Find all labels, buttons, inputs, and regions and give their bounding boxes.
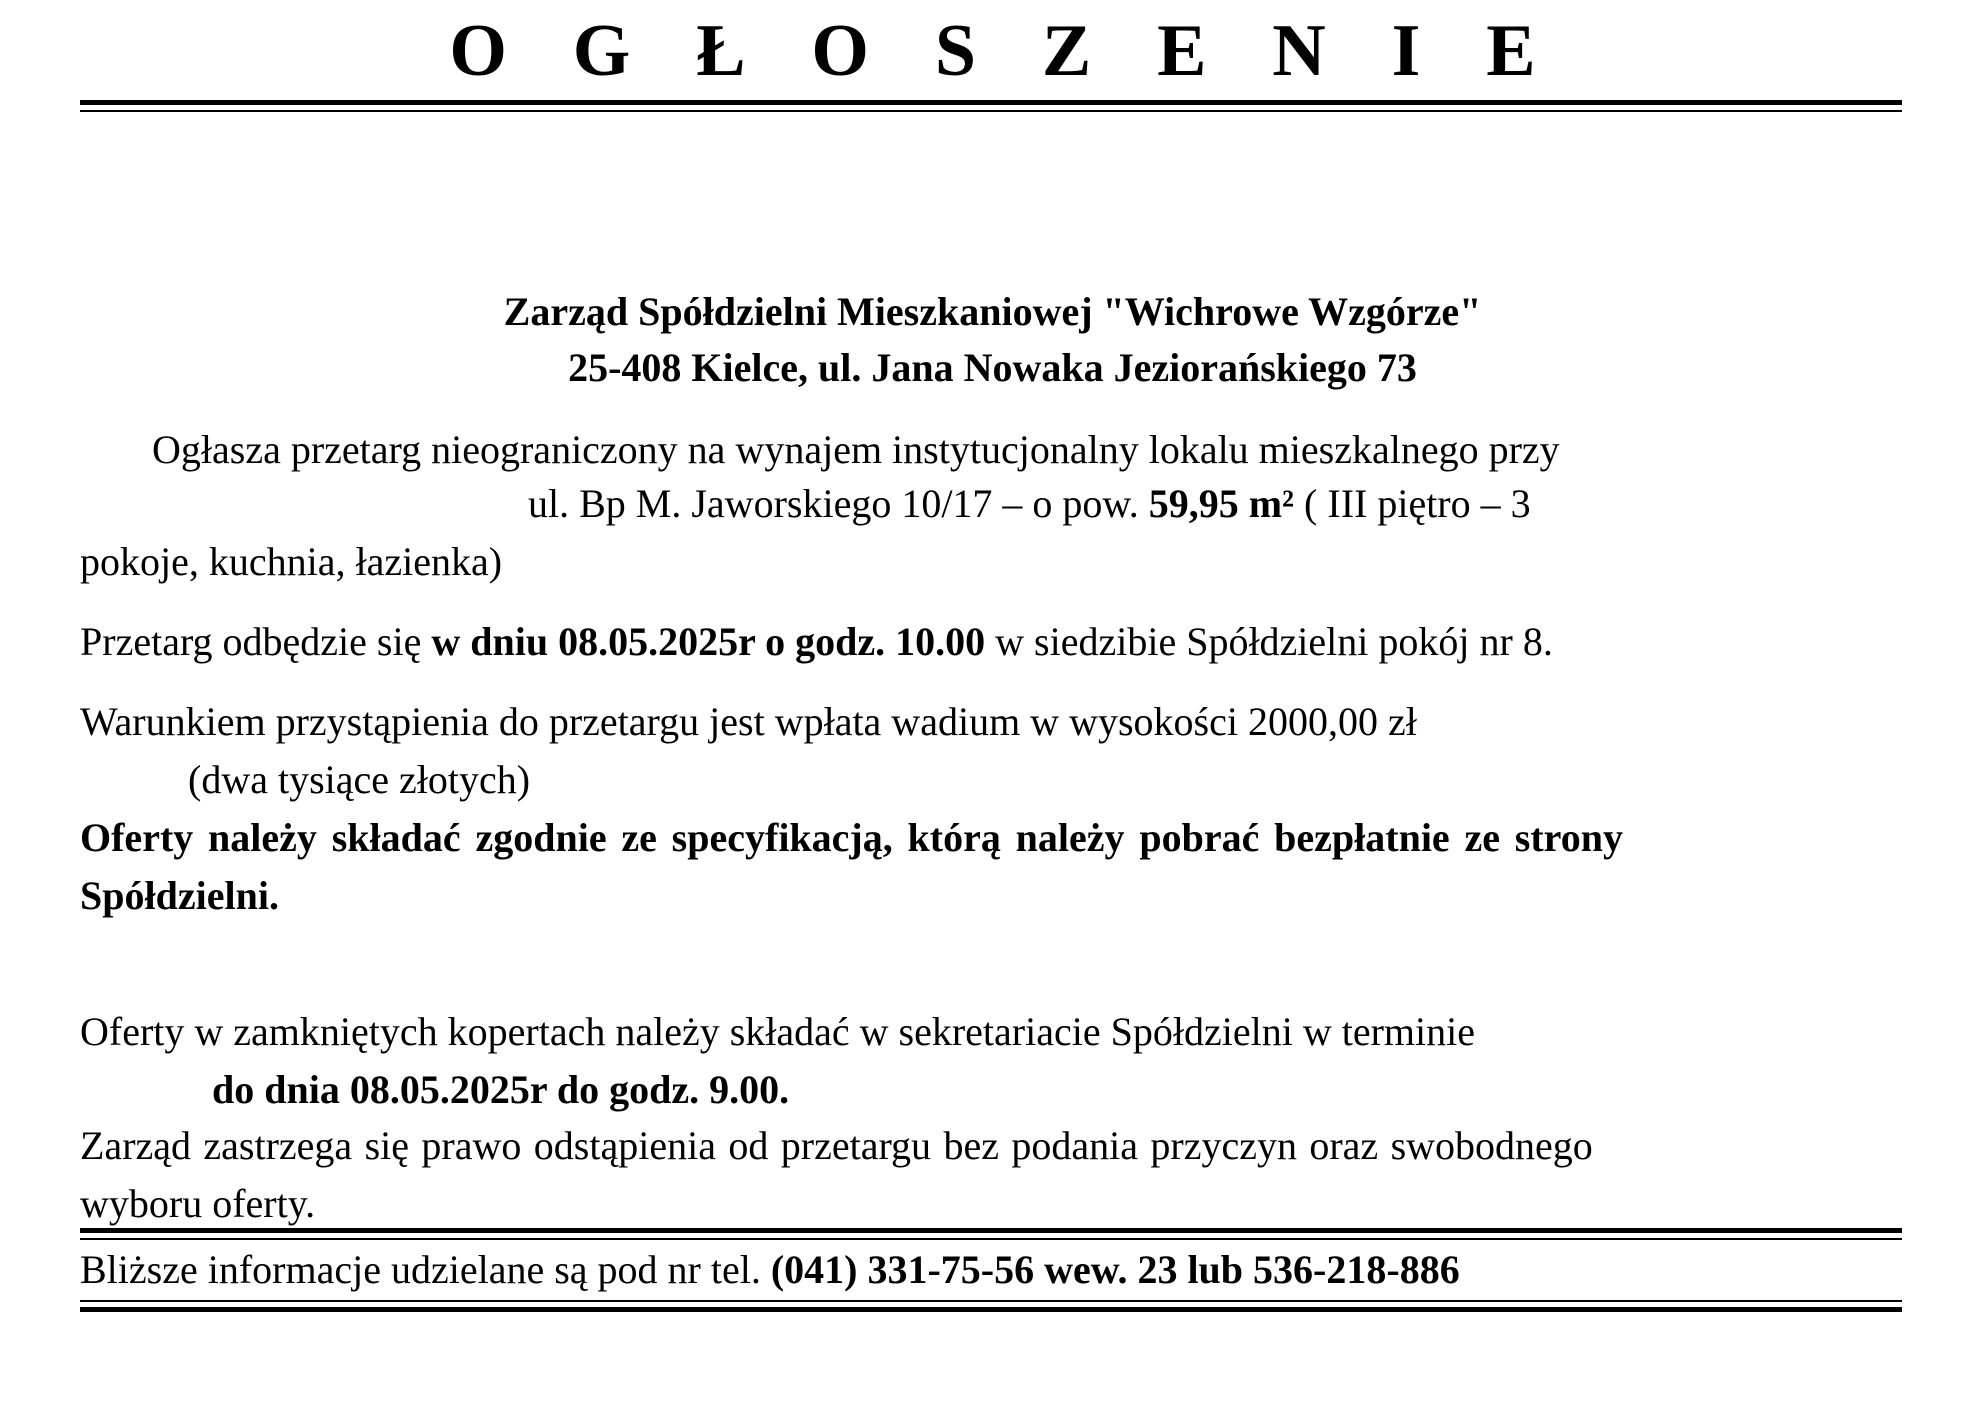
bottom-rule-lower-thin (80, 1300, 1902, 1302)
announce-area: 59,95 m² (1148, 481, 1295, 526)
auction-place: w siedzibie Spółdzielni pokój nr 8. (985, 619, 1553, 664)
announce-floor: ( III piętro – 3 (1294, 481, 1531, 526)
top-rule-thin (80, 110, 1902, 112)
auction-line (80, 619, 1553, 664)
bottom-rule-lower-thick (80, 1307, 1902, 1312)
announce-line-3: pokoje, kuchnia, łazienka) (80, 539, 503, 584)
bottom-rule-upper-thin (80, 1238, 1902, 1240)
contact-intro: Bliższe informacje udzielane są pod nr tel. (80, 1247, 771, 1292)
offers-spec-line-1: Oferty należy składać zgodnie ze specyfikacją, którą należy pobrać bezpłatnie ze strony (80, 815, 1623, 860)
sealed-offers-deadline: do dnia 08.05.2025r do godz. 9.00. (212, 1067, 790, 1112)
board-name: Zarząd Spółdzielni Mieszkaniowej "Wichrowe Wzgórze" (503, 289, 1482, 334)
notice-title: O G Ł O S Z E N I E (449, 10, 1560, 92)
deposit-line-2: (dwa tysiące złotych) (188, 757, 531, 802)
announce-line-2 (528, 481, 1531, 526)
announce-line-1: Ogłasza przetarg nieograniczony na wynajem instytucjonalny lokalu mieszkalnego przy (152, 427, 1560, 472)
announce-location: ul. Bp M. Jaworskiego 10/17 – o pow. (528, 481, 1149, 526)
board-address: 25-408 Kielce, ul. Jana Nowaka Jeziorańskiego 73 (568, 345, 1417, 390)
bottom-rule-upper-thick (80, 1228, 1902, 1233)
reserve-line-1: Zarząd zastrzega się prawo odstąpienia od przetargu bez podania przyczyn oraz swobodnego (80, 1123, 1593, 1168)
deposit-line-1: Warunkiem przystąpienia do przetargu jest wpłata wadium w wysokości 2000,00 zł (80, 699, 1417, 744)
auction-date: w dniu 08.05.2025r o godz. 10.00 (431, 619, 986, 664)
auction-intro: Przetarg odbędzie się (80, 619, 432, 664)
contact-line (80, 1247, 1460, 1292)
top-rule-thick (80, 100, 1902, 105)
offers-spec-line-2: Spółdzielni. (80, 873, 279, 918)
contact-phones: (041) 331-75-56 wew. 23 lub 536-218-886 (770, 1247, 1460, 1292)
sealed-offers-line: Oferty w zamkniętych kopertach należy składać w sekretariacie Spółdzielni w terminie (80, 1009, 1475, 1054)
reserve-line-2: wyboru oferty. (80, 1181, 316, 1226)
